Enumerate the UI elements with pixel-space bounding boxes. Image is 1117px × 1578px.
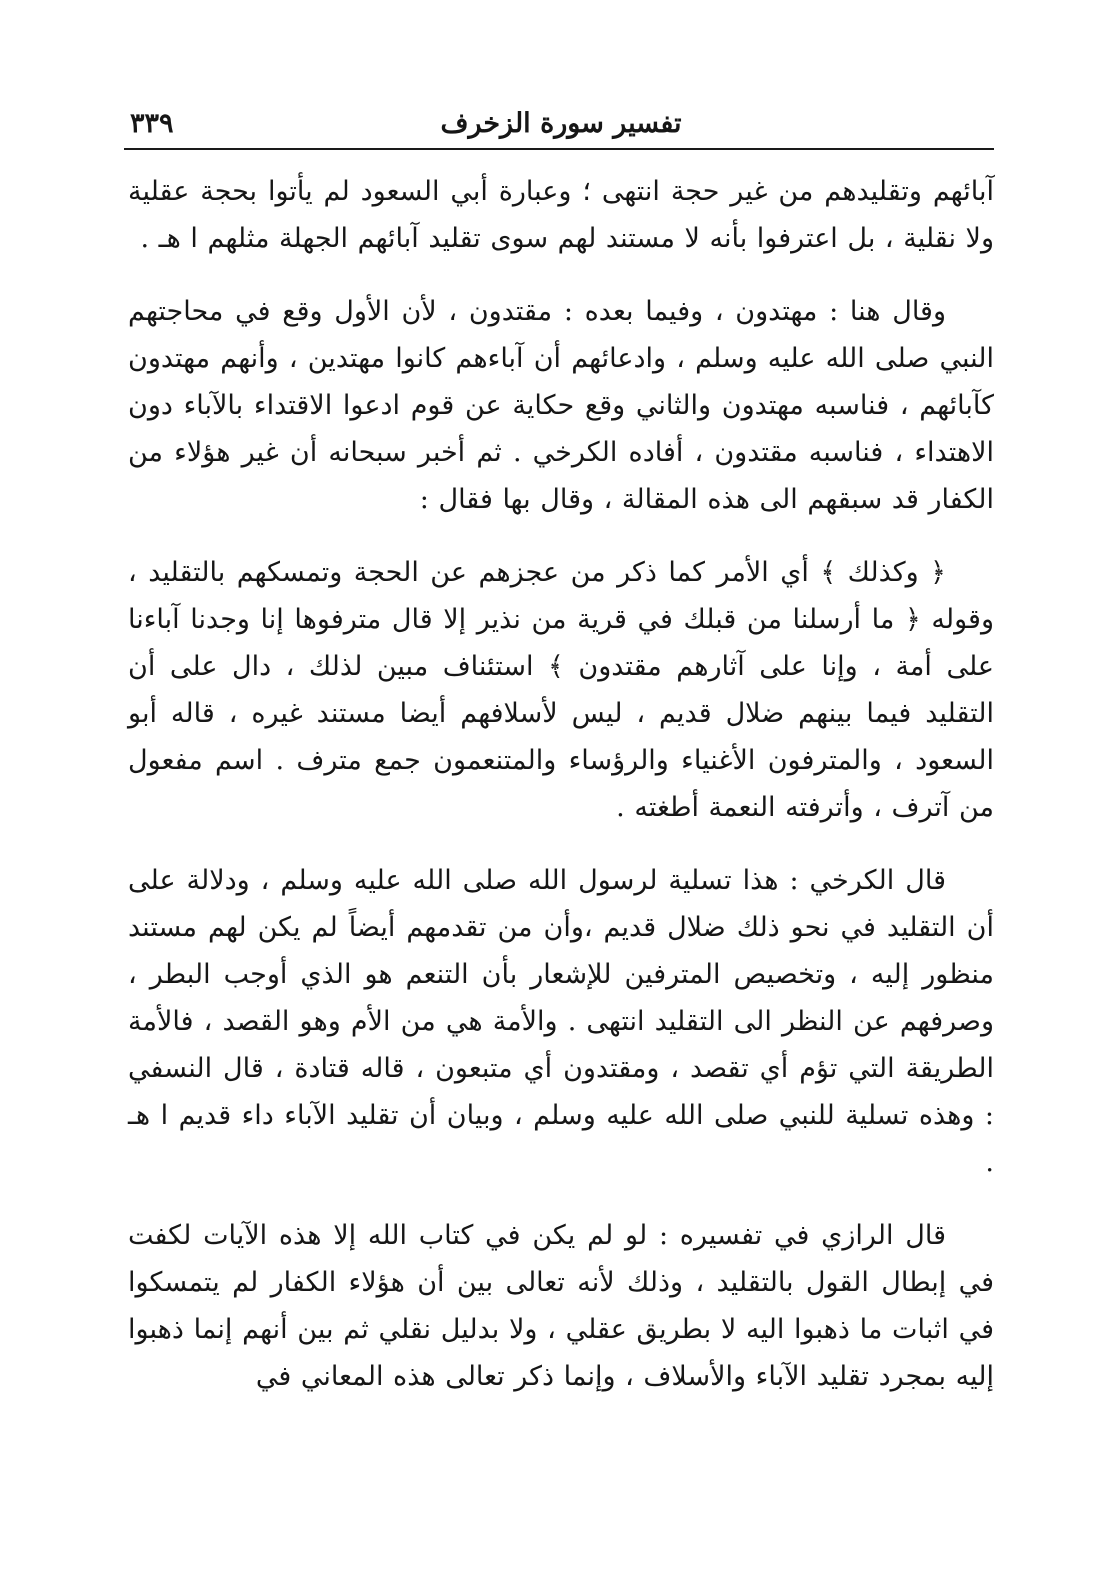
- paragraph-gap: [128, 831, 994, 857]
- running-title: تفسير سورة الزخرف: [440, 108, 682, 139]
- body-text: [128, 168, 994, 1400]
- paragraph-5: قال الرازي في تفسيره : لو لم يكن في كتاب الله إلا هذه الآيات لكفت في إبطال القول بالتقليد ، وذلك لأنه تعالى بين أن هؤلاء الكفار لم يتمسكوا في اثبات ما ذهبوا اليه لا بطريق عقلي ، ولا بدليل نقلي ثم بين أنهم إنما ذهبوا إليه بمجرد تقليد الآباء والأسلاف ، وإنما ذكر تعالى هذه المعاني في: [128, 1220, 994, 1392]
- page-header: [128, 104, 994, 144]
- paragraph-gap: [128, 262, 994, 288]
- paragraph-1: آبائهم وتقليدهم من غير حجة انتهى ؛ وعبارة أبي السعود لم يأتوا بحجة عقلية ولا نقلية ، بل اعترفوا بأنه لا مستند لهم سوى تقليد آبائهم الجهلة مثلهم ا هـ .: [128, 176, 994, 254]
- paragraph-gap: [128, 523, 994, 549]
- paragraph-4: قال الكرخي : هذا تسلية لرسول الله صلى الله عليه وسلم ، ودلالة على أن التقليد في نحو ذلك ضلال قديم ،وأن من تقدمهم أيضاً لم يكن لهم مستند منظور إليه ، وتخصيص المترفين للإشعار بأن التنعم هو الذي أوجب البطر ، وصرفهم عن النظر الى التقليد انتهى . والأمة هي من الأم وهو القصد ، فالأمة الطريقة التي تؤم أي تقصد ، ومقتدون أي متبعون ، قاله قتادة ، قال النسفي : وهذه تسلية للنبي صلى الله عليه وسلم ، وبيان أن تقليد الآباء داء قديم ا هـ .: [128, 865, 994, 1178]
- paragraph-3: ﴿ وكذلك ﴾ أي الأمر كما ذكر من عجزهم عن الحجة وتمسكهم بالتقليد ، وقوله ﴿ ما أرسلنا من قبلك في قرية من نذير إلا قال مترفوها إنا وجدنا آباءنا على أمة ، وإنا على آثارهم مقتدون ﴾ استئناف مبين لذلك ، دال على أن التقليد فيما بينهم ضلال قديم ، ليس لأسلافهم أيضا مستند غيره ، قاله أبو السعود ، والمترفون الأغنياء والرؤساء والمتنعمون جمع مترف . اسم مفعول من آترف ، وأترفته النعمة أطغته .: [128, 557, 994, 823]
- paragraph-2: وقال هنا : مهتدون ، وفيما بعده : مقتدون ، لأن الأول وقع في محاجتهم النبي صلى الله عليه وسلم ، وادعائهم أن آباءهم كانوا مهتدين ، وأنهم مهتدون كآبائهم ، فناسبه مهتدون والثاني وقع حكاية عن قوم ادعوا الاقتداء بالآباء دون الاهتداء ، فناسبه مقتدون ، أفاده الكرخي . ثم أخبر سبحانه أن غير هؤلاء من الكفار قد سبقهم الى هذه المقالة ، وقال بها فقال :: [128, 296, 994, 515]
- header-rule: [124, 148, 994, 150]
- paragraph-gap: [128, 1186, 994, 1212]
- page-number: ٣٣٩: [130, 108, 174, 139]
